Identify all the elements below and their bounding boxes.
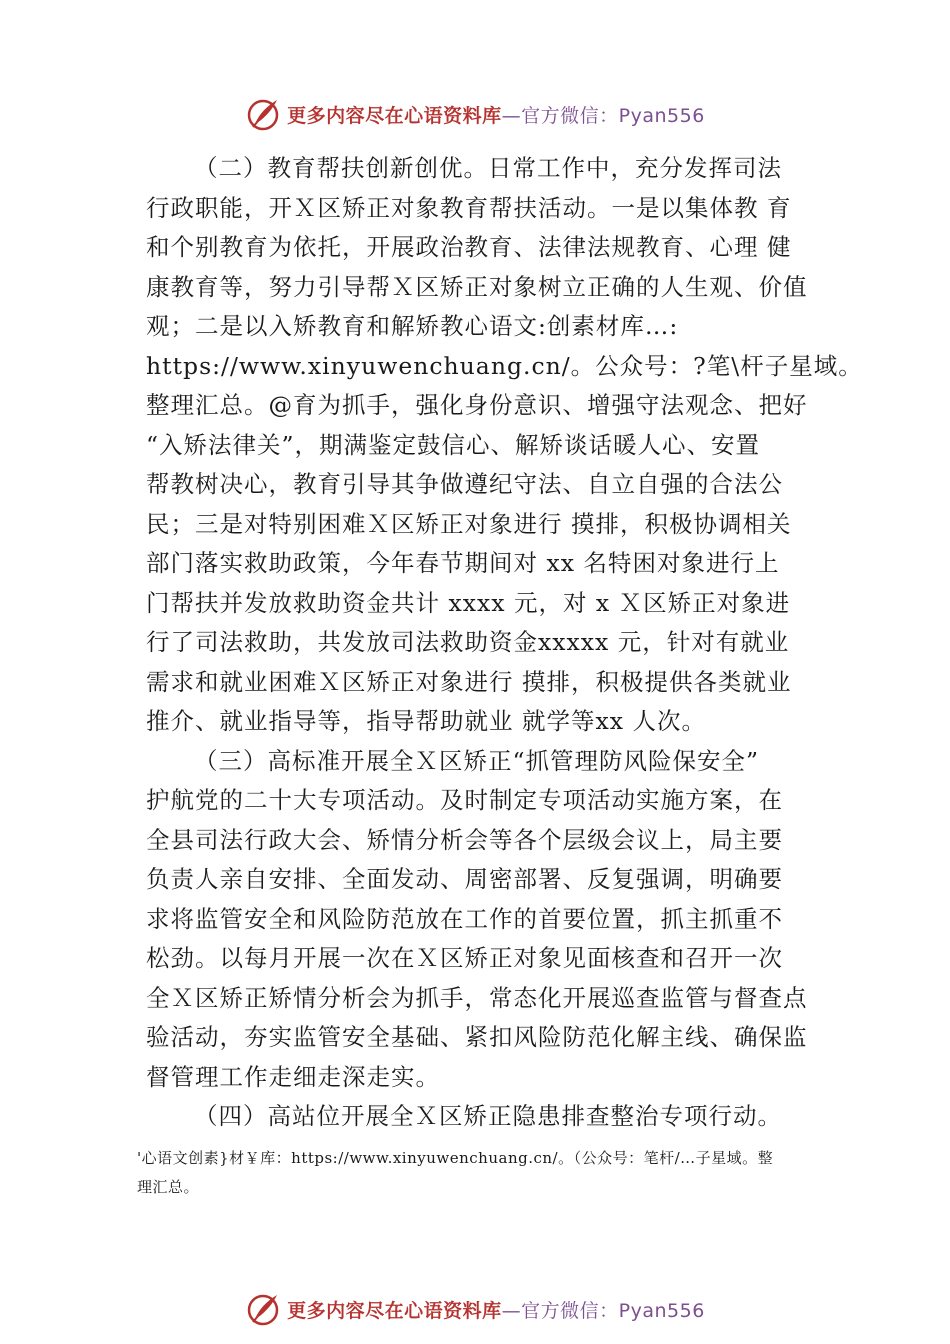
text-line: 康教育等，努力引导帮Ｘ区矫正对象树立正确的人生观、价值 bbox=[146, 272, 808, 301]
text-line: 求将监管安全和风险防范放在工作的首要位置，抓主抓重不 bbox=[146, 904, 783, 933]
text-line: https://www.xinyuwenchuang.cn/。公众号：?笔\杆子星域。 bbox=[146, 351, 863, 380]
quill-logo-icon bbox=[245, 1291, 281, 1327]
source-note bbox=[137, 1144, 837, 1202]
text-line: 观；二是以入矫教育和解矫教心语文:创素材库…: bbox=[146, 312, 679, 340]
text-line: 部门落实救助政策，今年春节期间对 xx 名特困对象进行上 bbox=[146, 549, 780, 577]
text-line: 松劲。以每月开展一次在Ｘ区矫正对象见面核查和召开一次 bbox=[146, 944, 783, 972]
text-line: 督管理工作走细走深走实。 bbox=[146, 1062, 440, 1091]
text-line: 行了司法救助，共发放司法救助资金xxxxx 元，针对有就业 bbox=[146, 628, 790, 656]
text-line: 整理汇总。@育为抓手，强化身份意识、增强守法观念、把好 bbox=[146, 391, 808, 419]
text-line: 和个别教育为依托，开展政治教育、法律法规教育、心理 健 bbox=[146, 233, 792, 261]
text-line: （四）高站位开展全Ｘ区矫正隐患排查整治专项行动。 bbox=[194, 1102, 782, 1130]
header-banner bbox=[0, 94, 950, 134]
quill-logo-icon bbox=[245, 96, 281, 132]
text-line: （二）教育帮扶创新创优。日常工作中，充分发挥司法 bbox=[194, 154, 782, 182]
text-line: 需求和就业困难Ｘ区矫正对象进行 摸排，积极提供各类就业 bbox=[146, 667, 792, 696]
text-line: “入矫法律关”，期满鉴定鼓信心、解矫谈话暖人心、安置 bbox=[146, 430, 761, 459]
text-line: 帮教树决心，教育引导其争做遵纪守法、自立自强的合法公 bbox=[146, 470, 783, 498]
text-line: 门帮扶并发放救助资金共计 xxxx 元，对 x Ｘ区矫正对象进 bbox=[146, 588, 791, 617]
text-line: 全Ｘ区矫正矫情分析会为抓手，常态化开展巡查监管与督查点 bbox=[146, 983, 808, 1012]
text-line: 护航党的二十大专项活动。及时制定专项活动实施方案，在 bbox=[146, 786, 783, 814]
text-line: 推介、就业指导等，指导帮助就业 就学等xx 人次。 bbox=[146, 707, 706, 735]
banner-left-text: 更多内容尽在心语资料库 bbox=[287, 1299, 502, 1322]
text-line: （三）高标准开展全Ｘ区矫正“抓管理防风险保安全” bbox=[194, 746, 760, 775]
banner-left-text: 更多内容尽在心语资料库 bbox=[287, 104, 502, 127]
text-line: 负责人亲自安排、全面发动、周密部署、反复强调，明确要 bbox=[146, 865, 783, 893]
text-line: 行政职能，开Ｘ区矫正对象教育帮扶活动。一是以集体教 育 bbox=[146, 193, 792, 222]
text-line: 全县司法行政大会、矫情分析会等各个层级会议上，局主要 bbox=[146, 825, 783, 854]
note-line: 理汇总。 bbox=[137, 1178, 200, 1196]
note-line: '心语文创素}材￥库：https://www.xinyuwenchuang.cn/。（公众号：笔杆/…子星域。整 bbox=[137, 1149, 774, 1167]
banner-right-text: —官方微信：Pyan556 bbox=[501, 1299, 705, 1322]
banner-right-text: —官方微信：Pyan556 bbox=[501, 104, 705, 127]
footer-banner bbox=[0, 1289, 950, 1329]
text-line: 验活动，夯实监管安全基础、紧扣风险防范化解主线、确保监 bbox=[146, 1023, 808, 1051]
document-body bbox=[146, 149, 863, 1137]
text-line: 民；三是对特别困难Ｘ区矫正对象进行 摸排，积极协调相关 bbox=[146, 509, 792, 538]
